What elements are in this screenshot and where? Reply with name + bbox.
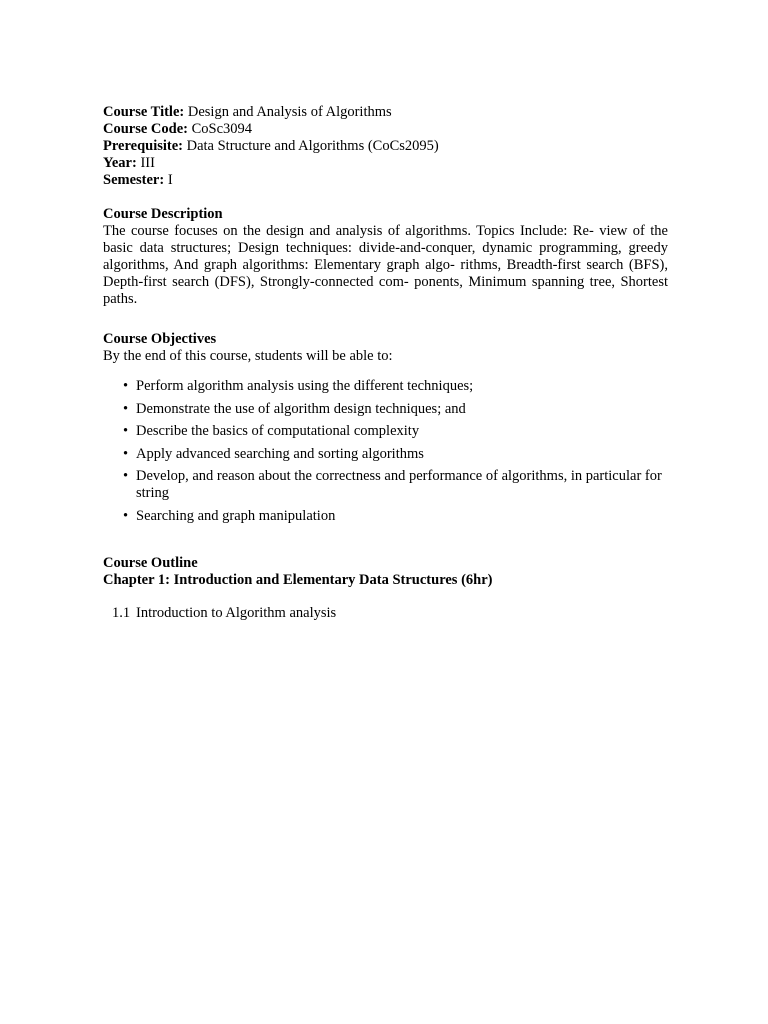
document-page [103, 104, 668, 622]
list-item [103, 401, 668, 418]
course-outline-heading: Course Outline [103, 554, 198, 571]
course-objectives-heading: Course Objectives [103, 331, 217, 347]
semester-line [103, 172, 668, 189]
semester-value: I [164, 172, 173, 188]
outline-list [103, 605, 668, 622]
objective-text: Develop, and reason about the correctness and performance of algorithms, in particular for string [136, 468, 662, 501]
objective-text: Apply advanced searching and sorting algorithms [136, 445, 424, 462]
list-item [103, 508, 668, 525]
bullet-icon: • [123, 423, 129, 439]
year-line [103, 155, 668, 172]
semester-label: Semester: [103, 172, 165, 188]
course-description-heading: Course Description [103, 206, 223, 222]
year-label: Year: [103, 155, 137, 171]
prerequisite-line [103, 138, 668, 155]
prerequisite-label: Prerequisite: [103, 138, 183, 154]
bullet-icon: • [123, 445, 129, 462]
course-description-text: The course focuses on the design and analysis of algorithms. Topics Include: Re- view of the basic data structures; Design techniques: divide-and-conquer, dynamic programming, greedy algorithms, And graph algorithms: Elementary graph algo- rithms, Breadth-first search (BFS), Depth-first search (DFS), Strongly-connected com- ponents, Minimum spanning tree, Shortest paths. [103, 223, 668, 307]
course-code-label: Course Code: [103, 121, 188, 137]
objective-text: Demonstrate the use of algorithm design techniques; and [136, 400, 466, 417]
bullet-icon: • [123, 507, 129, 524]
bullet-icon: • [123, 400, 129, 417]
objectives-list [103, 378, 668, 525]
bullet-icon: • [123, 378, 129, 394]
course-code-line [103, 121, 668, 138]
course-title-value: Design and Analysis of Algorithms [184, 104, 392, 120]
year-value: III [136, 155, 155, 171]
course-title-line [103, 104, 668, 121]
prerequisite-value: Data Structure and Algorithms (CoCs2095) [183, 138, 439, 154]
list-item [103, 423, 668, 440]
list-item [103, 378, 668, 395]
course-code-value: CoSc3094 [187, 121, 253, 137]
outline-item-text: Introduction to Algorithm analysis [136, 604, 337, 621]
outline-item-number: 1.1 [112, 604, 131, 621]
objective-text: Describe the basics of computational complexity [136, 423, 420, 439]
course-title-label: Course Title: [103, 104, 185, 120]
chapter-1-heading: Chapter 1: Introduction and Elementary Data Structures (6hr) [103, 571, 493, 588]
objective-text: Searching and graph manipulation [136, 507, 336, 524]
list-item [103, 446, 668, 463]
list-item [103, 468, 668, 502]
list-item [103, 605, 668, 622]
bullet-icon: • [123, 468, 129, 484]
objectives-intro: By the end of this course, students will be able to: [103, 348, 393, 364]
objective-text: Perform algorithm analysis using the different techniques; [136, 378, 474, 394]
